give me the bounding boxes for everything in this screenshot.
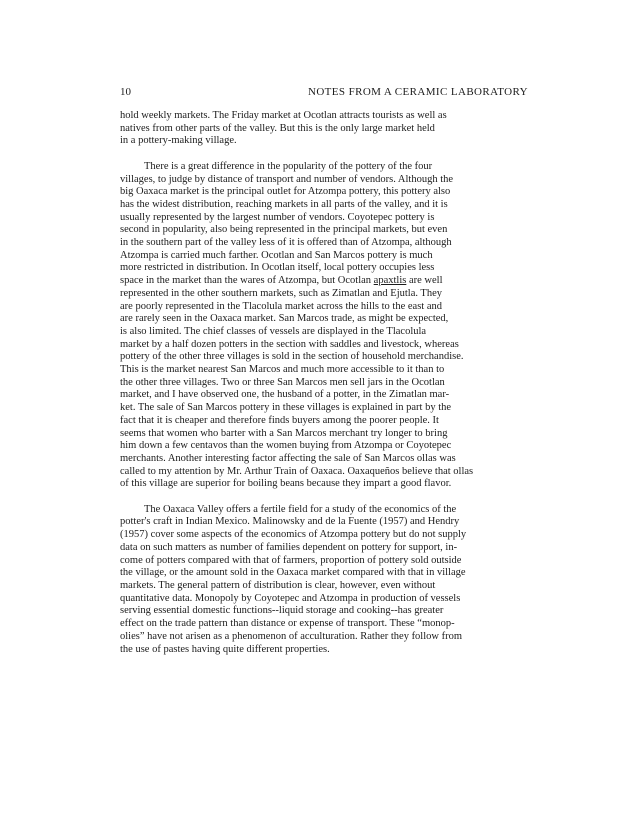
text-line: seems that women who barter with a San Marcos merchant try longer to bring — [120, 427, 448, 439]
text-line: effect on the trade pattern than distance or expense of transport. These “monop- — [120, 618, 455, 630]
text-line: pottery of the other three villages is sold in the section of household merchandise. — [120, 351, 464, 363]
text-line: fact that it is cheaper and therefore finds buyers among the poorer people. It — [120, 414, 439, 426]
body-text — [120, 110, 528, 669]
text-line: Atzompa is carried much farther. Ocotlan and San Marcos pottery is much — [120, 249, 433, 261]
paragraph-1 — [120, 110, 528, 148]
running-title: NOTES FROM A CERAMIC LABORATORY — [307, 86, 528, 98]
text-line: is also limited. The chief classes of vessels are displayed in the Tlacolula — [120, 325, 427, 337]
text-line: the use of pastes having quite different properties. — [120, 643, 330, 655]
page-number: 10 — [120, 86, 131, 98]
text-line: ket. The sale of San Marcos pottery in these villages is explained in part by the — [120, 402, 452, 414]
text-line: second in popularity, also being represented in the principal markets, but even — [120, 224, 448, 236]
text-line: olies” have not arisen as a phenomenon of acculturation. Rather they follow from — [120, 630, 463, 642]
text-line: the village, or the amount sold in the Oaxaca market compared with that in village — [120, 567, 466, 579]
text-line: markets. The general pattern of distribution is clear, however, even without — [120, 579, 436, 591]
text-line: in a pottery-making village. — [120, 135, 237, 147]
text-line: big Oaxaca market is the principal outlet for Atzompa pottery, this pottery also — [120, 186, 451, 198]
text-line: villages, to judge by distance of transport and number of vendors. Although the — [120, 173, 454, 185]
paragraph-2 — [120, 161, 528, 491]
text-line: market by a half dozen potters in the section with saddles and livestock, whereas — [120, 338, 459, 350]
text-line: represented in the other southern markets, such as Zimatlan and Ejutla. They — [120, 287, 442, 299]
text-line: called to my attention by Mr. Arthur Train of Oaxaca. Oaxaqueños believe that ollas — [120, 465, 474, 477]
text-line: the other three villages. Two or three San Marcos men sell jars in the Ocotlan — [120, 376, 445, 388]
text-line: in the southern part of the valley less of it is offered than of Atzompa, although — [120, 237, 452, 249]
text-line: him down a few centavos than the women buying from Atzompa or Coyotepec — [120, 440, 452, 452]
text-line: usually represented by the largest number of vendors. Coyotepec pottery is — [120, 211, 435, 223]
text-line: hold weekly markets. The Friday market at Ocotlan attracts tourists as well as — [120, 110, 447, 121]
text-line: market, and I have observed one, the husband of a potter, in the Zimatlan mar- — [120, 389, 450, 401]
text-line: quantitative data. Monopoly by Coyotepec and Atzompa in production of vessels — [120, 592, 461, 604]
text-line-with-term — [120, 275, 528, 288]
text-line: (1957) cover some aspects of the economics of Atzompa pottery but do not supply — [120, 529, 467, 541]
text-line: serving essential domestic functions--liquid storage and cooking--has greater — [120, 605, 444, 617]
text-line: merchants. Another interesting factor affecting the sale of San Marcos ollas was — [120, 452, 456, 464]
text-line: are rarely seen in the Oaxaca market. San Marcos trade, as might be expected, — [120, 313, 449, 325]
text-line: more restricted in distribution. In Ocotlan itself, local pottery occupies less — [120, 262, 435, 274]
text-line: has the widest distribution, reaching markets in all parts of the valley, and it is — [120, 198, 448, 210]
text-line: are poorly represented in the Tlacolula market across the hills to the east and — [120, 300, 442, 312]
underlined-term: apaxtlis — [373, 275, 407, 287]
text-line: data on such matters as number of families dependent on pottery for support, in- — [120, 541, 458, 553]
text-line: This is the market nearest San Marcos and much more accessible to it than to — [120, 364, 445, 376]
text-line: The Oaxaca Valley offers a fertile field for a study of the economics of the — [144, 503, 457, 515]
text-line: There is a great difference in the popularity of the pottery of the four — [144, 160, 433, 172]
text-fragment: space in the market than the wares of Atzompa, but Ocotlan — [120, 275, 374, 287]
text-line: come of potters compared with that of farmers, proportion of pottery sold outside — [120, 554, 462, 566]
text-line: of this village are superior for boiling beans because they impart a good flavor. — [120, 478, 452, 490]
text-line: natives from other parts of the valley. But this is the only large market held — [120, 122, 435, 134]
text-line: potter's craft in Indian Mexico. Malinowsky and de la Fuente (1957) and Hendry — [120, 516, 460, 528]
text-fragment: are well — [406, 275, 443, 287]
paragraph-3 — [120, 504, 528, 656]
